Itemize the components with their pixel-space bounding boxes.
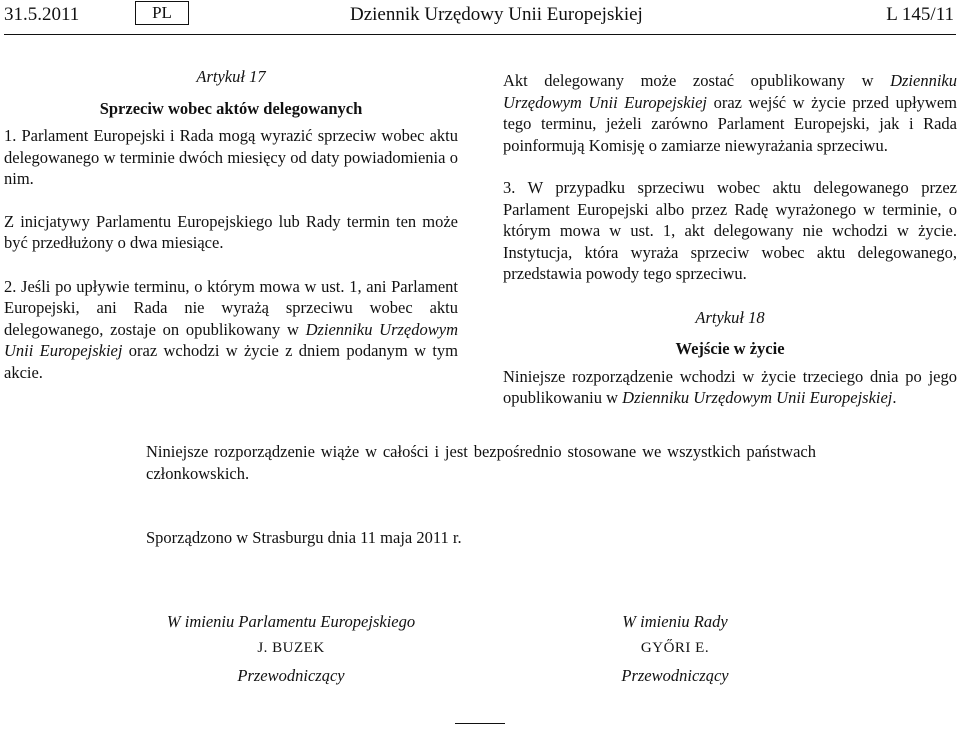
signature-left-for: W imieniu Parlamentu Europejskiego (166, 612, 416, 631)
article-18-label: Artykuł 18 (695, 307, 765, 327)
art17-para-2-cont: Akt delegowany może zostać opublikowany w Dzienniku Urzędowym Unii Europejskiej oraz wejść w życie przed upływem tego terminu, jeżeli zarówno Parlament Europejski, jak i Rada poinformują Komisję o zamiarze niewyrażania sprzeciwu. (503, 71, 957, 155)
signature-council (560, 608, 790, 689)
art17-para-3: 3. W przypadku sprzeciwu wobec aktu delegowanego przez Parlament Europejski albo przez Radę wyrażonego w terminie, o którym mowa w ust. 1, akt delegowany nie wchodzi w życie. Instytucja, która wyraża sprzeciw wobec aktu delegowanego, przedstawia powody tego sprzeciwu. (503, 178, 957, 283)
art17-para-1: 1. Parlament Europejski i Rada mogą wyrazić sprzeciw wobec aktu delegowanego w terminie dwóch miesięcy od daty powiadomienia o nim. (4, 126, 458, 188)
signature-parliament (146, 608, 436, 689)
art18-para: Niniejsze rozporządzenie wchodzi w życie trzeciego dnia po jego opublikowaniu w Dzienniku Urzędowym Unii Europejskiej. (503, 366, 957, 407)
header-date: 31.5.2011 (4, 4, 80, 25)
end-rule (455, 723, 505, 724)
done-at: Sporządzono w Strasburgu dnia 11 maja 2011 r. (146, 528, 462, 547)
page-reference: L 145/11 (886, 4, 954, 25)
header-rule (4, 34, 956, 35)
journal-title: Dziennik Urzędowy Unii Europejskiej (350, 4, 643, 25)
left-column (4, 66, 458, 383)
signature-right-name: GYŐRI E. (640, 640, 710, 656)
binding-clause: Niniejsze rozporządzenie wiąże w całości i jest bezpośrednio stosowane we wszystkich państwach członkowskich. (146, 442, 816, 483)
right-column (503, 70, 957, 409)
signature-left-role: Przewodniczący (237, 666, 345, 685)
art17-para-1b: Z inicjatywy Parlamentu Europejskiego lub Rady termin ten może być przedłużony o dwa miesiące. (4, 211, 458, 252)
article-18-title: Wejście w życie (675, 339, 785, 358)
signature-right-for: W imieniu Rady (622, 612, 728, 631)
language-box: PL (135, 1, 189, 25)
signature-right-role: Przewodniczący (621, 666, 729, 685)
signature-left-name: J. BUZEK (257, 640, 325, 656)
page-header (0, 0, 960, 36)
closing-statement (146, 441, 816, 485)
article-17-title: Sprzeciw wobec aktów delegowanych (99, 98, 363, 118)
article-17-label: Artykuł 17 (196, 67, 266, 86)
art17-para-2: 2. Jeśli po upływie terminu, o którym mowa w ust. 1, ani Parlament Europejski, ani Rada nie wyrażą sprzeciwu wobec aktu delegowanego, zostaje on opublikowany w Dzienniku Urzędowym Unii Europejskiej oraz wchodzi w życie z dniem podanym w tym akcie. (4, 276, 458, 382)
